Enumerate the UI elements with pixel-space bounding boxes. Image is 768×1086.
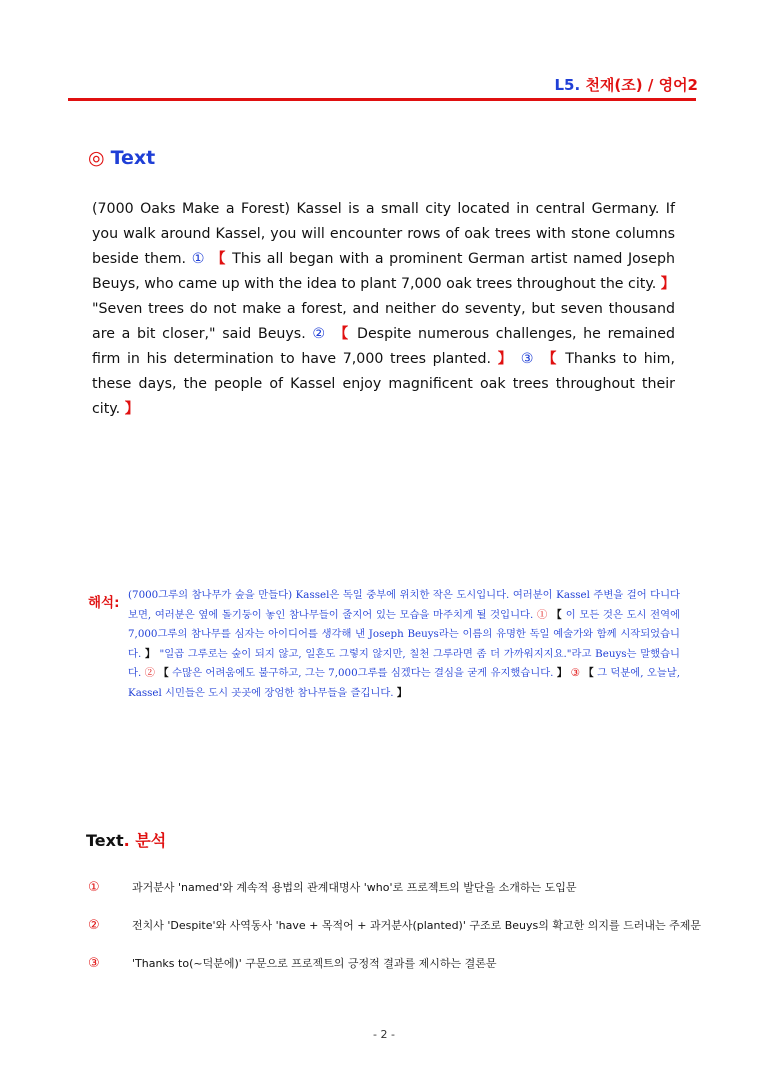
translation-bracket-open-3: 【	[583, 667, 594, 679]
translation-sentence-1: 이 모든 것은 도시 전역에 7,000그루의 참나무를 심자는 아이디어를 생각해 낸 Joseph Beuys라는 이름의 유명한 독일 예술가와 함께 시작되었습니다.	[128, 608, 681, 660]
translation-bracket-close-1: 】	[144, 647, 156, 660]
analysis-item-3	[88, 955, 497, 971]
analysis-text-2: 전치사 'Despite'와 사역동사 'have + 목적어 + 과거분사(planted)' 구조로 Beuys의 확고한 의지를 드러내는 주제문	[132, 919, 702, 932]
translation-label: 해석:	[88, 595, 120, 611]
section-title-text: Text	[110, 147, 156, 169]
translation-number-3: ③	[570, 667, 580, 679]
bracket-open-3: 【	[542, 351, 559, 367]
section-title	[88, 147, 155, 169]
header-separator: /	[647, 76, 654, 94]
bracket-close-2: 】	[497, 351, 515, 367]
translation-quote: "일곱 그루로는 숲이 되지 않고, 일흔도 그렇지 않지만, 칠천 그루라면 좀 더 가까워지지요."라고 Beuys는 말했습니다.	[128, 647, 681, 679]
analysis-text-1: 과거분사 'named'와 계속적 용법의 관계대명사 'who'로 프로젝트의 발단을 소개하는 도입문	[132, 881, 577, 894]
translation-number-1: ①	[536, 608, 548, 621]
double-circle-icon: ◎	[88, 147, 105, 169]
header-title	[555, 74, 699, 95]
header-lesson: L5.	[554, 76, 581, 94]
analysis-title	[86, 828, 166, 851]
translation-bracket-close-3: 】	[396, 686, 408, 699]
translation-sentence-2: 수많은 어려움에도 불구하고, 그는 7,000그루를 심겠다는 결심을 굳게 유지했습니다.	[172, 667, 554, 679]
analysis-item-1	[88, 879, 576, 895]
header-subject: 영어2	[658, 76, 698, 94]
key-sentence-1: This all began with a prominent German artist named Joseph Beuys, who came up with the idea to plant 7,000 oak trees throughout the city.	[92, 251, 675, 292]
analysis-title-sub: 분석	[135, 831, 167, 850]
analysis-number-3: ③	[88, 956, 100, 971]
translation-bracket-close-2: 】	[556, 667, 568, 679]
passage-intro: (7000 Oaks Make a Forest) Kassel is a small city located in central Germany. If you walk around Kassel, you will encounter rows of oak trees with stone columns beside them.	[92, 201, 675, 267]
translation-intro: (7000그루의 참나무가 숲을 만들다) Kassel은 독일 중부에 위치한 작은 도시입니다. 여러분이 Kassel 주변을 걸어 다니다 보면, 여러분은 옆에 돌기둥이 놓인 참나무들이 줄지어 있는 모습을 마주치게 될 것입니다.	[128, 589, 680, 621]
translation-sentence-3: 그 덕분에, 오늘날, Kassel 시민들은 도시 곳곳에 장엄한 참나무들을 즐깁니다.	[128, 667, 681, 699]
passage-quote: "Seven trees do not make a forest, and neither do seventy, but seven thousand are a bit closer," said Beuys.	[92, 301, 675, 342]
page-number: - 2 -	[373, 1028, 395, 1041]
analysis-text-3: 'Thanks to(~덕분에)' 구문으로 프로젝트의 긍정적 결과를 제시하는 결론문	[132, 957, 497, 970]
analysis-number-1: ①	[88, 880, 100, 895]
sentence-number-3: ③	[520, 351, 536, 367]
translation-bracket-open-2: 【	[158, 667, 169, 679]
bracket-close-1: 】	[660, 276, 675, 292]
key-sentence-3: Thanks to him, these days, the people of Kassel enjoy magnificent oak trees throughout their city.	[92, 351, 675, 417]
sentence-number-2: ②	[312, 326, 328, 342]
passage-text	[92, 197, 675, 422]
bracket-open-1: 【	[211, 251, 227, 267]
bracket-open-2: 【	[333, 326, 351, 342]
analysis-item-2	[88, 917, 701, 933]
translation-text	[128, 586, 680, 703]
key-sentence-2: Despite numerous challenges, he remained firm in his determination to have 7,000 trees planted.	[92, 326, 676, 367]
header-divider	[68, 98, 696, 101]
translation-number-2: ②	[144, 667, 156, 679]
translation-bracket-open-1: 【	[551, 608, 563, 621]
analysis-title-main: Text	[86, 831, 124, 850]
analysis-title-dot: .	[123, 831, 130, 850]
analysis-number-2: ②	[88, 918, 100, 933]
bracket-close-3: 】	[124, 401, 139, 417]
sentence-number-1: ①	[191, 251, 206, 267]
header-publisher: 천재(조)	[585, 76, 643, 94]
